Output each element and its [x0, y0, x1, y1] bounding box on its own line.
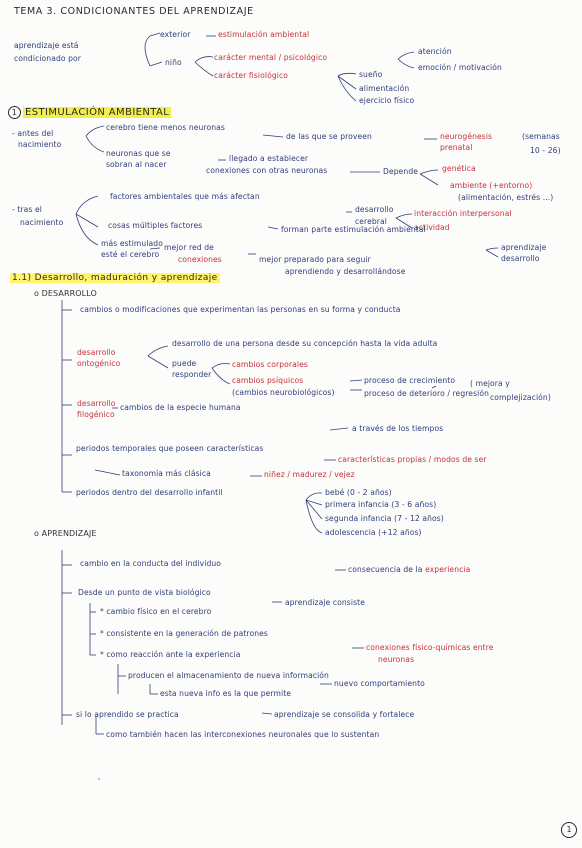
producen-almacenamiento: producen el almacenamiento de nueva información [128, 671, 329, 680]
proveen: de las que se proveen [286, 132, 372, 141]
intro-ejercicio: ejercicio físico [359, 96, 415, 105]
mejor-red-2: conexiones [178, 255, 222, 264]
bebe: bebé (0 - 2 años) [325, 488, 392, 497]
alimentacion-estres: (alimentación, estrés ...) [458, 193, 554, 202]
traves-tiempos: a través de los tiempos [352, 424, 444, 433]
puede-responder-2: responder [172, 370, 212, 379]
consecuencia [348, 566, 470, 574]
puede-responder-1: puede [172, 359, 197, 368]
si-practica: si lo aprendido se practica [76, 710, 179, 719]
neurogenesis-1: neurogénesis [440, 132, 493, 141]
ambiente: ambiente (+entorno) [450, 181, 533, 190]
page-title: TEMA 3. CONDICIONANTES DEL APRENDIZAJE [14, 6, 254, 17]
antes-line-2: nacimiento [18, 140, 62, 149]
proceso-crecimiento: proceso de crecimiento [364, 376, 456, 385]
psiquicos-2: (cambios neurobiológicos) [232, 388, 335, 397]
section-number: 1 [8, 106, 21, 119]
nuevo-comportamiento: nuevo comportamiento [334, 679, 425, 688]
generacion-patrones: * consistente en la generación de patrones [100, 629, 268, 638]
desarrollo-cerebral-2: cerebral [355, 217, 387, 226]
interaccion-1: interacción interpersonal [414, 209, 512, 218]
intro-left-line-1: aprendizaje está [14, 41, 79, 50]
consolida: aprendizaje se consolida y fortalece [274, 710, 415, 719]
mejor-preparado-2: aprendiendo y desarrollándose [285, 267, 406, 276]
intro-left-line-2: condicionado por [14, 54, 82, 63]
desarrollo-cerebral-1: desarrollo [355, 205, 394, 214]
forman-parte: forman parte estimulación ambiental [281, 225, 426, 234]
ontogenico-1: desarrollo [77, 348, 116, 357]
experiencia-text: experiencia [425, 565, 471, 574]
punto-vista: Desde un punto de vista biológico [78, 588, 211, 597]
section-1-1-heading-text: 1.1) Desarrollo, maduración y aprendizaje [12, 273, 218, 283]
mejora-2: complejización) [490, 393, 551, 402]
intro-emocion: emoción / motivación [418, 63, 502, 72]
aprendizaje-consiste: aprendizaje consiste [285, 598, 365, 607]
periodos-temporales: periodos temporales que poseen características [76, 444, 264, 453]
paper-speck [98, 778, 100, 780]
mejora-1: ( mejora y [470, 379, 510, 388]
mejor-red-1: mejor red de [164, 243, 214, 252]
aprendizaje-desarrollo-1: aprendizaje [501, 243, 547, 252]
tras-line-1: - tras el [12, 205, 42, 214]
section-1-heading [8, 106, 171, 119]
proceso-deterioro: proceso de deterioro / regresión [364, 389, 489, 398]
esta-nueva: esta nueva info es la que permite [160, 689, 292, 698]
ninez-madurez-vejez: niñez / madurez / vejez [264, 470, 355, 479]
page-number: 1 [561, 822, 577, 838]
caracteristicas-propias: características propias / modos de ser [338, 455, 487, 464]
cambio-conducta: cambio en la conducta del individuo [80, 559, 222, 568]
neuronas-sobran-2: sobran al nacer [106, 160, 167, 169]
llegado-1: llegado a establecer [229, 154, 309, 163]
mejor-preparado-1: mejor preparado para seguir [259, 255, 371, 264]
aprendizaje-desarrollo-2: desarrollo [501, 254, 540, 263]
intro-atencion: atención [418, 47, 452, 56]
intro-sueno: sueño [359, 70, 383, 79]
intro-mental: carácter mental / psicológico [214, 53, 328, 62]
tras-line-2: nacimiento [20, 218, 64, 227]
psiquicos-1: cambios psíquicos [232, 376, 304, 385]
especie-humana: cambios de la especie humana [120, 403, 241, 412]
desde-concepcion: desarrollo de una persona desde su concepción hasta la vida adulta [172, 339, 438, 348]
semanas-2: 10 - 26) [530, 146, 561, 155]
desarrollo-title: o DESARROLLO [34, 289, 97, 298]
cambios-modificaciones: cambios o modificaciones que experimentan las personas en su forma y conducta [80, 305, 401, 314]
primera-infancia: primera infancia (3 - 6 años) [325, 500, 437, 509]
filogenico-1: desarrollo [77, 399, 116, 408]
taxonomia: taxonomía más clásica [122, 469, 211, 478]
filogenico-2: filogénico [77, 410, 115, 419]
mas-estimulado-1: más estimulado [101, 239, 163, 248]
neuronas: neuronas [378, 655, 415, 664]
intro-exterior: exterior [160, 30, 191, 39]
section-1-heading-text: ESTIMULACIÓN AMBIENTAL [25, 107, 170, 118]
intro-estimulacion: estimulación ambiental [218, 30, 310, 39]
reaccion-experiencia: * como reacción ante la experiencia [100, 650, 241, 659]
aprendizaje-title: o APRENDIZAJE [34, 529, 97, 538]
periodos-infancia: periodos dentro del desarrollo infantil [76, 488, 223, 497]
segunda-infancia: segunda infancia (7 - 12 años) [325, 514, 444, 523]
adolescencia: adolescencia (+12 años) [325, 528, 422, 537]
cambios-corporales: cambios corporales [232, 360, 308, 369]
conexiones-fq: conexiones físico-químicas entre [366, 643, 494, 652]
antes-line-1: - antes del [12, 129, 54, 138]
semanas-1: (semanas [522, 132, 560, 141]
interaccion-2: actividad [414, 223, 450, 232]
conexiones-multiples: cosas múltiples factores [108, 221, 203, 230]
genetica: genética [442, 164, 476, 173]
como-tambien: como también hacen las interconexiones neuronales que lo sustentan [106, 730, 380, 739]
depende: Depende [383, 167, 419, 176]
cambio-fisico: * cambio físico en el cerebro [100, 607, 212, 616]
mas-estimulado-2: esté el cerebro [101, 250, 160, 259]
ontogenico-2: ontogénico [77, 359, 121, 368]
factores: factores ambientales que más afectan [110, 192, 260, 201]
intro-alimentacion: alimentación [359, 84, 410, 93]
section-1-1-heading [10, 274, 220, 283]
intro-nino: niño [165, 58, 182, 67]
neuronas-sobran-1: neuronas que se [106, 149, 171, 158]
neurogenesis-2: prenatal [440, 143, 473, 152]
llegado-2: conexiones con otras neuronas [206, 166, 328, 175]
intro-fisiologico: carácter fisiológico [214, 71, 288, 80]
cerebro-menos: cerebro tiene menos neuronas [106, 123, 225, 132]
consecuencia-text: consecuencia de la [348, 565, 423, 574]
